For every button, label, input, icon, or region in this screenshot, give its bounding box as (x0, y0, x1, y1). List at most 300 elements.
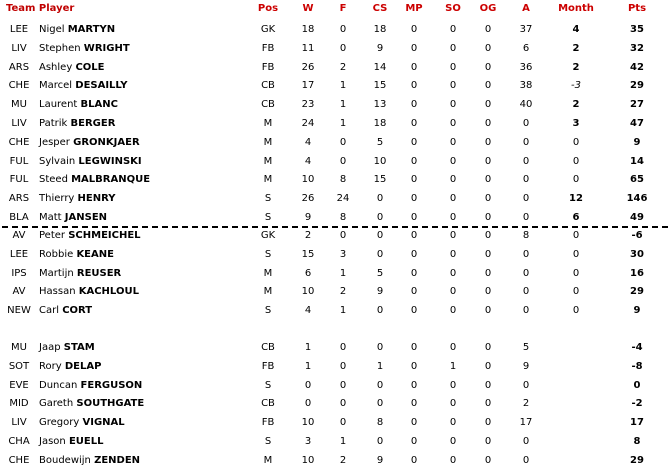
pts-cell: 35 (630, 24, 644, 35)
mp-cell: 0 (410, 267, 418, 279)
pos-cell: M (263, 267, 273, 279)
pts-cell: 29 (630, 286, 644, 298)
pts-cell: 42 (630, 61, 644, 73)
so-cell: 0 (449, 286, 457, 298)
mp-cell: 0 (410, 61, 418, 73)
f-cell: 24 (336, 193, 350, 205)
so-cell: 0 (449, 230, 457, 241)
team-code: EVE (9, 379, 29, 391)
team-code: AV (12, 230, 26, 241)
month-cell (551, 377, 601, 395)
mp-cell: 0 (410, 118, 418, 129)
f-cell: 0 (339, 136, 347, 148)
starters-divider (2, 226, 668, 228)
team-code: BLA (9, 212, 29, 223)
a-cell: 0 (522, 305, 530, 317)
pos-cell: FB (261, 61, 275, 73)
player-name (39, 302, 239, 320)
month-cell: 2 (572, 42, 580, 54)
month-cell (551, 358, 601, 376)
pos-cell: GK (260, 24, 276, 35)
player-name (39, 227, 239, 245)
mp-cell: 0 (410, 80, 418, 92)
player-name (39, 395, 239, 413)
pos-cell: M (263, 136, 273, 148)
pos-cell: FB (261, 417, 275, 429)
header-so: SO (445, 3, 461, 14)
table-row (0, 246, 671, 264)
pos-cell: CB (261, 80, 275, 92)
og-cell: 0 (484, 398, 492, 410)
so-cell: 0 (449, 212, 457, 223)
cs-cell: 0 (376, 193, 384, 205)
pos-cell: FB (261, 360, 275, 372)
a-cell: 0 (522, 174, 530, 186)
player-surname: MARTYN (67, 24, 116, 35)
f-cell: 0 (339, 42, 347, 54)
mp-cell: 0 (410, 24, 418, 35)
cs-cell: 8 (376, 417, 384, 429)
player-name (39, 171, 239, 189)
so-cell: 0 (449, 42, 457, 54)
header-team-player: Team Player (6, 3, 75, 14)
player-surname: HENRY (77, 193, 116, 205)
pos-cell: M (263, 286, 273, 298)
player-surname: FERGUSON (80, 379, 143, 391)
player-surname: BLANC (80, 99, 118, 111)
f-cell: 1 (339, 80, 347, 92)
og-cell: 0 (484, 24, 492, 35)
w-cell: 4 (304, 305, 312, 317)
player-surname: LEGWINSKI (78, 155, 142, 167)
table-row (0, 358, 671, 376)
mp-cell: 0 (410, 155, 418, 167)
pos-cell: S (264, 212, 272, 223)
table-row (0, 190, 671, 208)
player-name (39, 77, 239, 95)
mp-cell: 0 (410, 136, 418, 148)
table-row (0, 227, 671, 245)
month-cell (551, 395, 601, 413)
pos-cell: S (264, 379, 272, 391)
f-cell: 0 (339, 398, 347, 410)
mp-cell: 0 (410, 193, 418, 205)
a-cell: 37 (519, 24, 533, 35)
player-first-name: Jaap (39, 342, 61, 353)
month-cell: 3 (572, 118, 580, 129)
team-code: LEE (9, 248, 29, 260)
w-cell: 6 (304, 267, 312, 279)
a-cell: 0 (522, 248, 530, 260)
w-cell: 26 (301, 61, 315, 73)
player-surname: DELAP (64, 360, 102, 372)
og-cell: 0 (484, 42, 492, 54)
pts-cell: -8 (631, 360, 643, 372)
player-first-name: Sylvain (39, 155, 76, 167)
player-first-name: Gareth (39, 398, 74, 410)
so-cell: 0 (449, 267, 457, 279)
og-cell: 0 (484, 379, 492, 391)
month-cell: 0 (572, 305, 580, 317)
player-name (39, 115, 239, 133)
pts-cell: 47 (630, 118, 644, 129)
pos-cell: GK (260, 230, 276, 241)
player-surname: STAM (63, 342, 95, 353)
og-cell: 0 (484, 230, 492, 241)
team-code: MU (11, 342, 27, 353)
a-cell: 0 (522, 379, 530, 391)
og-cell: 0 (484, 454, 492, 466)
team-code: LEE (9, 24, 29, 35)
a-cell: 0 (522, 212, 530, 223)
a-cell: 0 (522, 436, 530, 447)
pts-cell: 9 (633, 305, 641, 317)
a-cell: 0 (522, 454, 530, 466)
pos-cell: CB (261, 342, 275, 353)
month-cell: 0 (572, 267, 580, 279)
pos-cell: M (263, 155, 273, 167)
month-cell (551, 452, 601, 470)
table-row (0, 171, 671, 189)
player-surname: REUSER (76, 267, 122, 279)
player-surname: CORT (62, 305, 93, 317)
header-a: A (522, 3, 530, 14)
w-cell: 23 (301, 99, 315, 111)
month-cell (551, 339, 601, 357)
a-cell: 0 (522, 193, 530, 205)
mp-cell: 0 (410, 360, 418, 372)
pts-cell: 27 (630, 99, 644, 111)
og-cell: 0 (484, 155, 492, 167)
f-cell: 0 (339, 230, 347, 241)
player-surname: WRIGHT (83, 42, 130, 54)
player-name (39, 40, 239, 58)
team-code: FUL (9, 155, 29, 167)
pos-cell: S (264, 436, 272, 447)
mp-cell: 0 (410, 398, 418, 410)
pts-cell: -4 (631, 342, 643, 353)
og-cell: 0 (484, 436, 492, 447)
so-cell: 0 (449, 99, 457, 111)
month-cell: 6 (572, 212, 580, 223)
mp-cell: 0 (410, 99, 418, 111)
so-cell: 1 (449, 360, 457, 372)
w-cell: 26 (301, 193, 315, 205)
player-name (39, 433, 239, 451)
so-cell: 0 (449, 61, 457, 73)
player-surname: SCHMEICHEL (68, 230, 141, 241)
cs-cell: 15 (373, 174, 387, 186)
cs-cell: 9 (376, 286, 384, 298)
month-cell: 0 (572, 230, 580, 241)
player-name (39, 377, 239, 395)
player-name (39, 283, 239, 301)
f-cell: 0 (339, 342, 347, 353)
month-cell: -3 (571, 80, 581, 92)
player-surname: EUELL (68, 436, 104, 447)
og-cell: 0 (484, 61, 492, 73)
table-row (0, 77, 671, 95)
pos-cell: S (264, 305, 272, 317)
table-row (0, 21, 671, 39)
player-first-name: Hassan (39, 286, 76, 298)
a-cell: 36 (519, 61, 533, 73)
table-row (0, 265, 671, 283)
og-cell: 0 (484, 286, 492, 298)
w-cell: 3 (304, 436, 312, 447)
table-row (0, 395, 671, 413)
month-cell: 0 (572, 286, 580, 298)
w-cell: 2 (304, 230, 312, 241)
month-cell: 2 (572, 99, 580, 111)
table-row (0, 377, 671, 395)
player-name (39, 246, 239, 264)
player-surname: ZENDEN (94, 454, 141, 466)
f-cell: 0 (339, 155, 347, 167)
og-cell: 0 (484, 417, 492, 429)
w-cell: 10 (301, 286, 315, 298)
pts-cell: 29 (630, 80, 644, 92)
cs-cell: 9 (376, 42, 384, 54)
team-code: FUL (9, 174, 29, 186)
a-cell: 38 (519, 80, 533, 92)
w-cell: 1 (304, 360, 312, 372)
og-cell: 0 (484, 118, 492, 129)
og-cell: 0 (484, 267, 492, 279)
mp-cell: 0 (410, 174, 418, 186)
player-surname: VIGNAL (82, 417, 125, 429)
og-cell: 0 (484, 212, 492, 223)
player-name (39, 209, 239, 227)
f-cell: 3 (339, 248, 347, 260)
a-cell: 0 (522, 267, 530, 279)
team-code: ARS (8, 193, 30, 205)
mp-cell: 0 (410, 417, 418, 429)
pos-cell: S (264, 248, 272, 260)
a-cell: 0 (522, 118, 530, 129)
pts-cell: 29 (630, 454, 644, 466)
so-cell: 0 (449, 398, 457, 410)
cs-cell: 18 (373, 118, 387, 129)
pos-cell: CB (261, 99, 275, 111)
team-code: ARS (8, 61, 30, 73)
player-surname: COLE (75, 61, 105, 73)
so-cell: 0 (449, 248, 457, 260)
w-cell: 10 (301, 417, 315, 429)
pos-cell: M (263, 118, 273, 129)
table-row (0, 209, 671, 227)
cs-cell: 0 (376, 212, 384, 223)
player-first-name: Jason (39, 436, 66, 447)
cs-cell: 5 (376, 267, 384, 279)
w-cell: 18 (301, 24, 315, 35)
player-first-name: Thierry (39, 193, 75, 205)
w-cell: 4 (304, 155, 312, 167)
so-cell: 0 (449, 155, 457, 167)
a-cell: 17 (519, 417, 533, 429)
f-cell: 1 (339, 118, 347, 129)
a-cell: 0 (522, 155, 530, 167)
og-cell: 0 (484, 193, 492, 205)
so-cell: 0 (449, 305, 457, 317)
mp-cell: 0 (410, 230, 418, 241)
mp-cell: 0 (410, 436, 418, 447)
pos-cell: CB (261, 398, 275, 410)
player-surname: BERGER (70, 118, 116, 129)
player-surname: SOUTHGATE (76, 398, 145, 410)
table-row (0, 302, 671, 320)
w-cell: 11 (301, 42, 315, 54)
team-code: LIV (11, 118, 27, 129)
a-cell: 0 (522, 286, 530, 298)
mp-cell: 0 (410, 454, 418, 466)
og-cell: 0 (484, 99, 492, 111)
so-cell: 0 (449, 193, 457, 205)
mp-cell: 0 (410, 248, 418, 260)
cs-cell: 0 (376, 248, 384, 260)
player-first-name: Duncan (39, 379, 78, 391)
table-row (0, 339, 671, 357)
og-cell: 0 (484, 360, 492, 372)
table-row (0, 115, 671, 133)
so-cell: 0 (449, 417, 457, 429)
og-cell: 0 (484, 342, 492, 353)
mp-cell: 0 (410, 379, 418, 391)
month-cell: 2 (572, 61, 580, 73)
header-og: OG (479, 3, 497, 14)
pts-cell: -6 (631, 230, 643, 241)
f-cell: 1 (339, 305, 347, 317)
so-cell: 0 (449, 136, 457, 148)
a-cell: 6 (522, 42, 530, 54)
player-first-name: Peter (39, 230, 66, 241)
team-code: NEW (7, 305, 31, 317)
table-row (0, 452, 671, 470)
pos-cell: FB (261, 42, 275, 54)
player-name (39, 134, 239, 152)
cs-cell: 1 (376, 360, 384, 372)
f-cell: 2 (339, 286, 347, 298)
pts-cell: 65 (630, 174, 644, 186)
team-code: MID (9, 398, 29, 410)
pts-cell: 14 (630, 155, 644, 167)
pts-cell: 0 (633, 379, 641, 391)
table-row (0, 433, 671, 451)
month-cell (551, 414, 601, 432)
header-month: Month (558, 3, 594, 14)
pts-cell: 32 (630, 42, 644, 54)
player-first-name: Martijn (39, 267, 74, 279)
header-pos: Pos (257, 3, 279, 14)
team-code: CHE (8, 136, 30, 148)
player-first-name: Nigel (39, 24, 65, 35)
w-cell: 17 (301, 80, 315, 92)
cs-cell: 5 (376, 136, 384, 148)
f-cell: 2 (339, 61, 347, 73)
mp-cell: 0 (410, 42, 418, 54)
player-surname: KEANE (76, 248, 114, 260)
player-first-name: Matt (39, 212, 62, 223)
a-cell: 8 (522, 230, 530, 241)
player-surname: MALBRANQUE (71, 174, 151, 186)
pts-cell: 8 (633, 436, 641, 447)
header-mp: MP (405, 3, 423, 14)
mp-cell: 0 (410, 286, 418, 298)
month-cell: 12 (569, 193, 583, 205)
pts-cell: -2 (631, 398, 643, 410)
f-cell: 2 (339, 454, 347, 466)
pts-cell: 17 (630, 417, 644, 429)
table-row (0, 283, 671, 301)
a-cell: 9 (522, 360, 530, 372)
player-first-name: Laurent (39, 99, 78, 111)
f-cell: 0 (339, 379, 347, 391)
pos-cell: M (263, 454, 273, 466)
player-first-name: Patrik (39, 118, 68, 129)
player-name (39, 190, 239, 208)
cs-cell: 0 (376, 379, 384, 391)
a-cell: 5 (522, 342, 530, 353)
team-code: CHE (8, 80, 30, 92)
cs-cell: 18 (373, 24, 387, 35)
month-cell: 4 (572, 24, 580, 35)
player-surname: DESAILLY (75, 80, 128, 92)
og-cell: 0 (484, 80, 492, 92)
w-cell: 0 (304, 379, 312, 391)
table-row (0, 96, 671, 114)
cs-cell: 0 (376, 436, 384, 447)
pos-cell: S (264, 193, 272, 205)
player-first-name: Boudewijn (39, 454, 91, 466)
so-cell: 0 (449, 80, 457, 92)
a-cell: 2 (522, 398, 530, 410)
so-cell: 0 (449, 454, 457, 466)
player-surname: GRONKJAER (73, 136, 140, 148)
team-code: CHE (8, 454, 30, 466)
cs-cell: 10 (373, 155, 387, 167)
header-w: W (302, 3, 314, 14)
so-cell: 0 (449, 342, 457, 353)
so-cell: 0 (449, 24, 457, 35)
mp-cell: 0 (410, 212, 418, 223)
cs-cell: 14 (373, 61, 387, 73)
table-header (0, 0, 671, 18)
table-row (0, 153, 671, 171)
so-cell: 0 (449, 118, 457, 129)
og-cell: 0 (484, 174, 492, 186)
og-cell: 0 (484, 136, 492, 148)
mp-cell: 0 (410, 342, 418, 353)
cs-cell: 0 (376, 342, 384, 353)
player-name (39, 339, 239, 357)
player-surname: JANSEN (64, 212, 108, 223)
player-name (39, 21, 239, 39)
og-cell: 0 (484, 248, 492, 260)
header-pts: Pts (627, 3, 647, 14)
w-cell: 1 (304, 342, 312, 353)
player-name (39, 452, 239, 470)
pts-cell: 30 (630, 248, 644, 260)
cs-cell: 13 (373, 99, 387, 111)
player-name (39, 265, 239, 283)
month-cell: 0 (572, 174, 580, 186)
pts-cell: 16 (630, 267, 644, 279)
f-cell: 0 (339, 24, 347, 35)
pts-cell: 9 (633, 136, 641, 148)
f-cell: 8 (339, 174, 347, 186)
team-code: MU (11, 99, 27, 111)
month-cell: 0 (572, 248, 580, 260)
